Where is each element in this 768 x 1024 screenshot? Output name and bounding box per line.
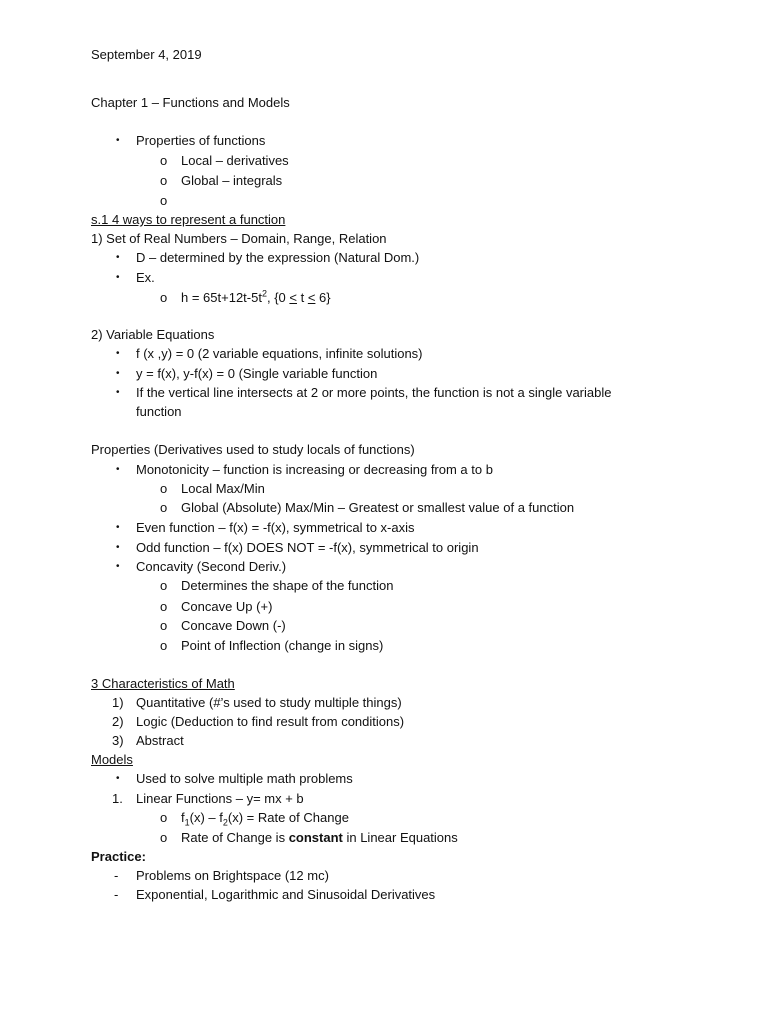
models-rate-of-change-formula — [181, 810, 349, 826]
circle-marker: o — [160, 500, 168, 515]
formula-f: f — [181, 810, 185, 825]
formula-subscript-1: 1 — [184, 817, 190, 828]
bullet-marker: • — [116, 135, 120, 146]
bullet-marker: • — [116, 773, 120, 784]
circle-marker: o — [160, 578, 168, 593]
equation-end: 6} — [315, 290, 331, 305]
properties-inflection: Point of Inflection (change in signs) — [181, 638, 384, 653]
equation-mid: , {0 — [266, 290, 290, 305]
properties-shape: Determines the shape of the function — [181, 578, 394, 593]
bullet-marker: • — [116, 348, 120, 359]
bullet-marker: • — [116, 464, 120, 475]
circle-marker: o — [160, 618, 168, 633]
bullet-marker: • — [116, 272, 120, 283]
equation-le-symbol: < — [307, 290, 316, 305]
dash-marker: - — [114, 868, 119, 883]
section1-bullet-example: Ex. — [136, 270, 155, 285]
circle-marker: o — [160, 599, 168, 614]
models-constant-note — [181, 830, 458, 846]
properties-concavity: Concavity (Second Deriv.) — [136, 559, 287, 574]
characteristics-heading: 3 Characteristics of Math — [91, 676, 235, 691]
characteristics-abstract: Abstract — [136, 733, 184, 748]
equation-le-symbol: < — [289, 290, 297, 305]
section1-line1: 1) Set of Real Numbers – Domain, Range, Relation — [91, 231, 387, 246]
number-marker: 1) — [112, 695, 124, 710]
properties-concave-up: Concave Up (+) — [181, 599, 273, 614]
section2-bullet-1: f (x ,y) = 0 (2 variable equations, infinite solutions) — [136, 346, 423, 361]
characteristics-logic: Logic (Deduction to find result from conditions) — [136, 714, 405, 729]
circle-marker: o — [160, 481, 168, 496]
properties-concave-down: Concave Down (-) — [181, 618, 286, 633]
properties-monotonicity: Monotonicity – function is increasing or decreasing from a to b — [136, 462, 493, 477]
bullet-marker: • — [116, 252, 120, 263]
note-post: in Linear Equations — [342, 830, 458, 845]
note-pre: Rate of Change is — [181, 830, 289, 845]
practice-heading: Practice: — [91, 849, 146, 864]
characteristics-quantitative: Quantitative (#’s used to study multiple things) — [136, 695, 402, 710]
equation-exponent: 2 — [261, 288, 267, 299]
practice-brightspace: Problems on Brightspace (12 mc) — [136, 868, 329, 883]
properties-even-function: Even function – f(x) = -f(x), symmetrical to x-axis — [136, 520, 415, 535]
date-line: September 4, 2019 — [91, 47, 202, 62]
section2-heading: 2) Variable Equations — [91, 327, 215, 342]
models-linear-functions: Linear Functions – y= mx + b — [136, 791, 304, 806]
section1-bullet-domain: D – determined by the expression (Natural Dom.) — [136, 250, 420, 265]
section2-bullet-3: If the vertical line intersects at 2 or more points, the function is not a single variable — [136, 385, 612, 400]
formula-subscript-2: 2 — [222, 817, 228, 828]
note-bold-constant: constant — [288, 830, 343, 845]
dash-marker: - — [114, 887, 119, 902]
section1-heading: s.1 4 ways to represent a function — [91, 212, 286, 227]
intro-sub-local: Local – derivatives — [181, 153, 289, 168]
circle-marker: o — [160, 830, 168, 845]
section2-bullet-3-cont: function — [136, 404, 182, 419]
circle-marker: o — [160, 638, 168, 653]
section2-bullet-2: y = f(x), y-f(x) = 0 (Single variable function — [136, 366, 378, 381]
equation-prefix: h = 65t+12t-5t — [181, 290, 262, 305]
bullet-marker: • — [116, 368, 120, 379]
properties-odd-function: Odd function – f(x) DOES NOT = -f(x), symmetrical to origin — [136, 540, 479, 555]
circle-marker: o — [160, 173, 168, 188]
formula-mid: (x) – f — [189, 810, 223, 825]
circle-marker: o — [160, 290, 168, 305]
practice-derivatives: Exponential, Logarithmic and Sinusoidal Derivatives — [136, 887, 436, 902]
chapter-title: Chapter 1 – Functions and Models — [91, 95, 290, 110]
bullet-marker: • — [116, 522, 120, 533]
bullet-marker: • — [116, 542, 120, 553]
formula-end: (x) = Rate of Change — [227, 810, 349, 825]
section1-equation — [181, 290, 331, 306]
circle-marker: o — [160, 193, 168, 208]
models-bullet: Used to solve multiple math problems — [136, 771, 353, 786]
properties-local-maxmin: Local Max/Min — [181, 481, 265, 496]
intro-sub-global: Global – integrals — [181, 173, 283, 188]
number-marker: 2) — [112, 714, 124, 729]
bullet-marker: • — [116, 561, 120, 572]
intro-item-properties: Properties of functions — [136, 133, 266, 148]
properties-global-maxmin: Global (Absolute) Max/Min – Greatest or smallest value of a function — [181, 500, 575, 515]
properties-heading: Properties (Derivatives used to study locals of functions) — [91, 442, 415, 457]
number-marker: 3) — [112, 733, 124, 748]
number-marker: 1. — [112, 791, 123, 806]
equation-variable: t — [296, 290, 308, 305]
models-heading: Models — [91, 752, 133, 767]
bullet-marker: • — [116, 387, 120, 398]
circle-marker: o — [160, 153, 168, 168]
circle-marker: o — [160, 810, 168, 825]
